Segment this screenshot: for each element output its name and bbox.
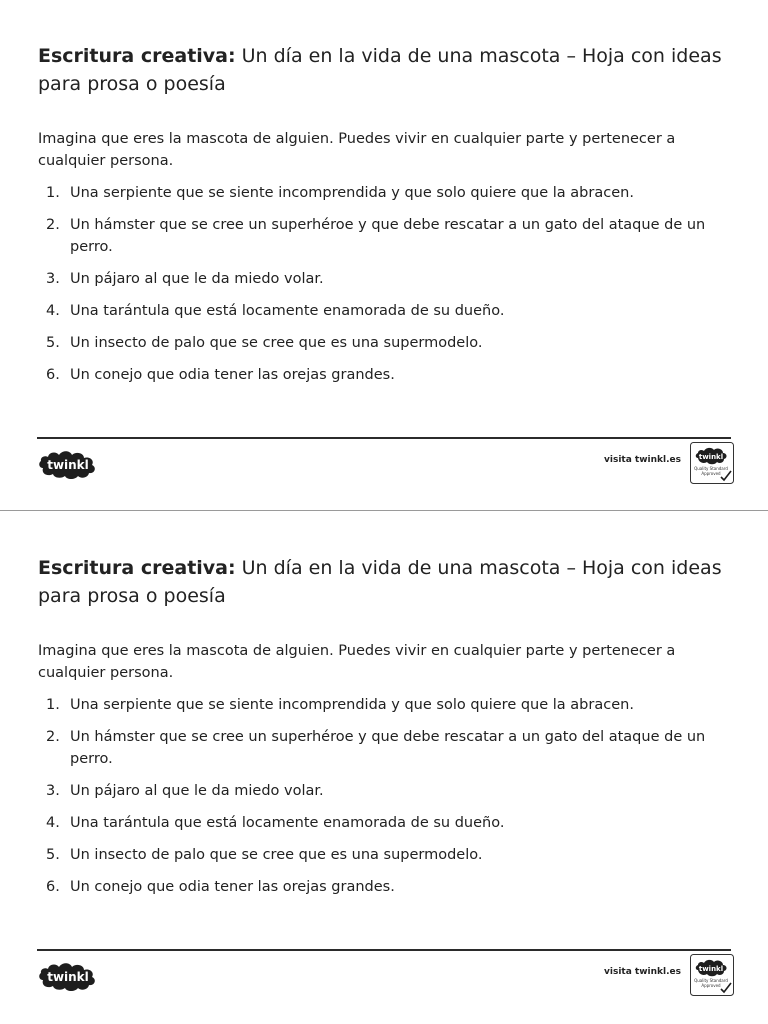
badge-line2: Approved <box>701 471 721 476</box>
page-divider <box>0 510 768 511</box>
item-number: 2. <box>46 217 60 233</box>
footer-link[interactable]: visita twinkl.es <box>604 455 681 465</box>
item-number: 2. <box>46 729 60 745</box>
item-text: Una serpiente que se siente incomprendida y que solo quiere que la abracen. <box>70 185 634 201</box>
item-number: 3. <box>46 271 60 287</box>
item-text: Una serpiente que se siente incomprendida y que solo quiere que la abracen. <box>70 697 634 713</box>
badge-line1: Quality Standard <box>694 978 728 983</box>
item-text: Una tarántula que está locamente enamorada de su dueño. <box>70 815 505 831</box>
item-number: 3. <box>46 783 60 799</box>
logo-text: twinkl <box>47 458 89 472</box>
item-text: Un hámster que se cree un superhéroe y que debe rescatar a un gato del ataque de un perro. <box>70 729 706 767</box>
item-number: 5. <box>46 847 60 863</box>
list-item <box>38 364 718 386</box>
item-number: 1. <box>46 185 60 201</box>
list-item <box>38 844 718 866</box>
item-text: Un conejo que odia tener las orejas grandes. <box>70 879 395 895</box>
badge-logo-text: twinkl <box>698 453 724 461</box>
list-item <box>38 876 718 898</box>
page-title <box>38 42 738 98</box>
item-text: Un conejo que odia tener las orejas grandes. <box>70 367 395 383</box>
list-item <box>38 812 718 834</box>
ideas-list <box>38 694 718 908</box>
item-number: 4. <box>46 815 60 831</box>
twinkl-logo[interactable] <box>37 446 99 482</box>
list-item <box>38 694 718 716</box>
footer-link[interactable]: visita twinkl.es <box>604 967 681 977</box>
ideas-list <box>38 182 718 396</box>
title-rest: Un día en la vida de una mascota – Hoja con ideas para prosa o poesía <box>38 557 722 607</box>
item-number: 5. <box>46 335 60 351</box>
item-text: Un insecto de palo que se cree que es una supermodelo. <box>70 847 483 863</box>
item-number: 4. <box>46 303 60 319</box>
quality-badge <box>690 442 734 484</box>
badge-line2: Approved <box>701 983 721 988</box>
title-bold: Escritura creativa: <box>38 557 236 579</box>
list-item <box>38 214 718 258</box>
badge-logo-text: twinkl <box>698 965 724 973</box>
list-item <box>38 726 718 770</box>
quality-badge <box>690 954 734 996</box>
badge-line1: Quality Standard <box>694 466 728 471</box>
footer-rule <box>37 949 731 951</box>
item-number: 6. <box>46 367 60 383</box>
item-text: Un pájaro al que le da miedo volar. <box>70 783 324 799</box>
list-item <box>38 300 718 322</box>
worksheet-page <box>0 0 768 510</box>
item-text: Un pájaro al que le da miedo volar. <box>70 271 324 287</box>
page-title <box>38 554 738 610</box>
item-text: Un hámster que se cree un superhéroe y que debe rescatar a un gato del ataque de un perro. <box>70 217 706 255</box>
logo-text: twinkl <box>47 970 89 984</box>
twinkl-logo[interactable] <box>37 958 99 994</box>
item-number: 6. <box>46 879 60 895</box>
footer-rule <box>37 437 731 439</box>
intro-paragraph: Imagina que eres la mascota de alguien. Puedes vivir en cualquier parte y pertenecer a cualquier persona. <box>38 131 676 169</box>
item-text: Un insecto de palo que se cree que es una supermodelo. <box>70 335 483 351</box>
list-item <box>38 332 718 354</box>
title-rest: Un día en la vida de una mascota – Hoja con ideas para prosa o poesía <box>38 45 722 95</box>
worksheet-page <box>0 512 768 1022</box>
list-item <box>38 780 718 802</box>
title-bold: Escritura creativa: <box>38 45 236 67</box>
intro-paragraph: Imagina que eres la mascota de alguien. Puedes vivir en cualquier parte y pertenecer a cualquier persona. <box>38 643 676 681</box>
item-text: Una tarántula que está locamente enamorada de su dueño. <box>70 303 505 319</box>
item-number: 1. <box>46 697 60 713</box>
list-item <box>38 268 718 290</box>
list-item <box>38 182 718 204</box>
